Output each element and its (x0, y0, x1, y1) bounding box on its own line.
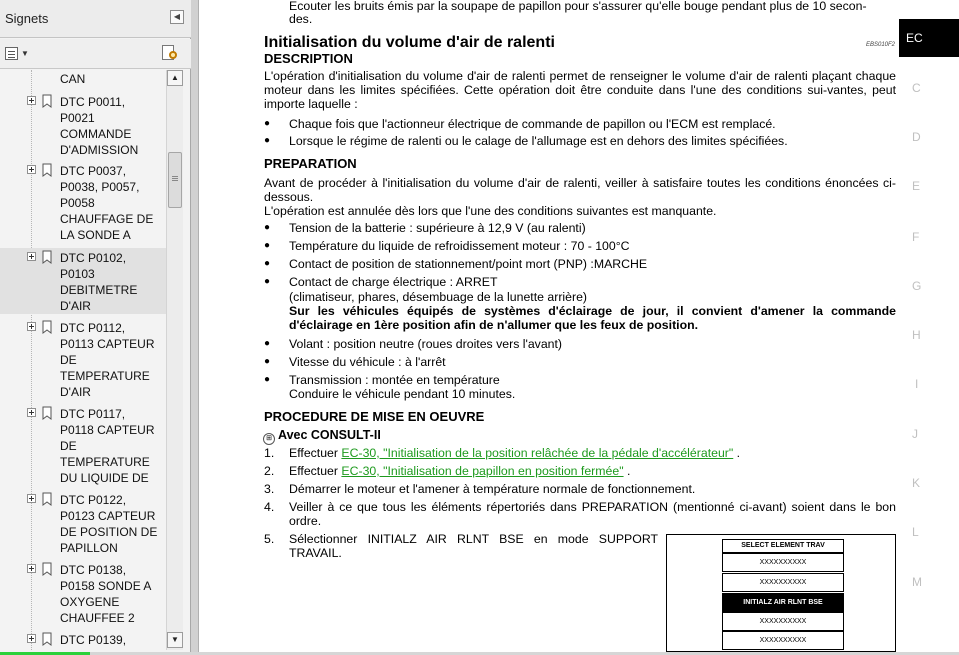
consult-heading: ⊞ Avec CONSULT-II (263, 428, 381, 445)
preparation-bold-note: Sur les véhicules équipés de systèmes d'éclairage de jour, il convient d'amener la commande d'éclairage en 1ère position afin de n'allumer que les feux de position. (289, 304, 896, 332)
description-text: L'opération d'initialisation du volume d'air de ralenti permet de renseigner le volume d'air de ralenti plaçant chaque moteur dans les limites spécifiées. Cette opération doit être conduite dans l'une des conditions sui-vantes, peut importe laquelle : (264, 69, 896, 111)
bullet-icon: ● (264, 374, 271, 385)
bullet-icon: ● (264, 240, 271, 251)
preparation-subtext: (climatiseur, phares, désembuage de la lunette arrière) (289, 290, 588, 304)
tab-h[interactable]: H (912, 328, 921, 342)
preparation-bullet: Vitesse du véhicule : à l'arrêt (289, 355, 446, 369)
procedure-step: Effectuer EC-30, "Initialisation de papillon en position fermée" . (289, 464, 631, 478)
bullet-icon: ● (264, 118, 271, 129)
tab-l[interactable]: L (912, 525, 919, 539)
tab-k[interactable]: K (912, 476, 921, 490)
section-index-tabs (899, 0, 959, 655)
bookmark-icon (42, 406, 52, 420)
bullet-icon: ● (264, 338, 271, 349)
preparation-text: L'opération est annulée dès lors que l'une des conditions suivantes est manquante. (264, 204, 717, 218)
bookmark-icon (42, 320, 52, 334)
step-number: 2. (264, 464, 275, 478)
expand-icon[interactable] (27, 322, 36, 331)
screen-row: XXXXXXXXXX (722, 612, 844, 631)
expand-icon[interactable] (27, 165, 36, 174)
bookmark-icon (42, 94, 52, 108)
bookmark-item[interactable] (0, 161, 166, 245)
screen-title: SELECT ELEMENT TRAV (722, 539, 844, 553)
preparation-bullet: Température du liquide de refroidissement moteur : 70 - 100°C (289, 239, 630, 253)
tab-ec[interactable]: EC (899, 19, 959, 57)
consult-icon: ⊞ (263, 433, 275, 445)
collapse-panel-icon[interactable]: ◀ (170, 10, 184, 24)
bookmark-label: DTC P0037, P0038, P0057, P0058 CHAUFFAGE DE LA SONDE A (60, 164, 154, 242)
scroll-thumb[interactable] (168, 152, 182, 208)
tab-c[interactable]: C (912, 81, 921, 95)
bookmark-label: DTC P0117, P0118 CAPTEUR DE TEMPERATURE DU LIQUIDE DE (60, 407, 155, 485)
bookmark-item[interactable] (0, 92, 166, 158)
step-number: 4. (264, 500, 275, 514)
bullet-icon: ● (264, 222, 271, 233)
bookmark-icon (42, 632, 52, 646)
preparation-subtext: Conduire le véhicule pendant 10 minutes. (289, 387, 516, 401)
bookmarks-toolbar (0, 39, 191, 69)
section-code: EBS010F2 (866, 42, 896, 48)
bookmarks-tree (0, 70, 166, 650)
section-title: Initialisation du volume d'air de ralenti (264, 34, 555, 51)
tab-m[interactable]: M (912, 575, 922, 589)
preparation-bullet: Contact de charge électrique : ARRET (289, 275, 498, 289)
find-bookmark-icon[interactable] (161, 45, 178, 62)
expand-icon[interactable] (27, 408, 36, 417)
preparation-bullet: Contact de position de stationnement/point mort (PNP) :MARCHE (289, 257, 648, 271)
bookmarks-panel (0, 0, 191, 655)
bookmarks-title: Signets (5, 11, 49, 26)
consult-screen-figure (666, 534, 896, 652)
screen-row: XXXXXXXXXX (722, 573, 844, 592)
bullet-icon: ● (264, 135, 271, 146)
preparation-heading: PREPARATION (264, 156, 357, 171)
expand-icon[interactable] (27, 252, 36, 261)
procedure-heading: PROCEDURE DE MISE EN OEUVRE (264, 409, 485, 424)
bookmarks-header (0, 0, 191, 38)
procedure-step: Démarrer le moteur et l'amener à température normale de fonctionnement. (289, 482, 696, 496)
bookmark-item-selected[interactable] (0, 248, 166, 314)
bookmark-label: DTC P0011, P0021 COMMANDE D'ADMISSION (60, 95, 139, 157)
bookmark-label: DTC P0102, P0103 DEBITMETRE D'AIR (60, 251, 138, 313)
screen-row: XXXXXXXXXX (722, 631, 844, 650)
bullet-icon: ● (264, 276, 271, 287)
bookmark-icon (42, 492, 52, 506)
preparation-bullet: Tension de la batterie : supérieure à 12,9 V (au ralenti) (289, 221, 586, 235)
bookmark-item[interactable] (0, 490, 166, 556)
bookmark-icon (42, 562, 52, 576)
expand-icon[interactable] (27, 564, 36, 573)
options-menu-icon[interactable]: ▼ (5, 47, 29, 61)
preparation-bullet: Transmission : montée en température (289, 373, 500, 387)
procedure-step: Veiller à ce que tous les éléments répertoriés dans PREPARATION (mentionné ci-avant) soient dans le bon ordre. (289, 500, 896, 528)
doc-text-line: des. (289, 12, 313, 26)
bookmark-item[interactable] (0, 318, 166, 402)
bookmark-item[interactable] (0, 630, 166, 650)
step-number: 3. (264, 482, 275, 496)
bookmark-label: DTC P0112, P0113 CAPTEUR DE TEMPERATURE D'AIR (60, 321, 155, 399)
bullet-icon: ● (264, 356, 271, 367)
preparation-bullet: Volant : position neutre (roues droites vers l'avant) (289, 337, 563, 351)
document-page (200, 0, 899, 652)
procedure-step: Effectuer EC-30, "Initialisation de la position relâchée de la pédale d'accélérateur" . (289, 446, 741, 460)
bookmark-item[interactable] (0, 70, 166, 88)
bookmark-label: DTC P0139, (60, 633, 127, 647)
bookmark-label: DTC P0122, P0123 CAPTEUR DE POSITION DE PAPILLON (60, 493, 158, 555)
bookmark-label: DTC P0138, P0158 SONDE A OXYGENE CHAUFFEE 2 (60, 563, 152, 625)
doc-link[interactable]: EC-30, "Initialisation de la position relâchée de la pédale d'accélérateur" (341, 446, 734, 460)
description-bullet: Chaque fois que l'actionneur électrique de commande de papillon ou l'ECM est remplacé. (289, 117, 776, 131)
tab-f[interactable]: F (912, 230, 920, 244)
bookmark-icon (42, 163, 52, 177)
bookmark-item[interactable] (0, 404, 166, 488)
bullet-icon: ● (264, 258, 271, 269)
panel-splitter[interactable] (191, 0, 199, 655)
description-bullet: Lorsque le régime de ralenti ou le calage de l'allumage est en dehors des limites spécifiées. (289, 134, 788, 148)
expand-icon[interactable] (27, 494, 36, 503)
tab-e[interactable]: E (912, 179, 921, 193)
preparation-text: Avant de procéder à l'initialisation du volume d'air de ralenti, veiller à satisfaire toutes les conditions énoncées ci-dessous. (264, 176, 896, 204)
expand-icon[interactable] (27, 96, 36, 105)
bookmark-icon (42, 250, 52, 264)
description-heading: DESCRIPTION (264, 51, 353, 66)
procedure-step: Sélectionner INITIALZ AIR RLNT BSE en mode SUPPORT TRAVAIL. (289, 532, 658, 560)
bookmarks-scrollbar[interactable] (166, 70, 183, 650)
tab-d[interactable]: D (912, 130, 921, 144)
step-number: 5. (264, 532, 275, 546)
tab-j[interactable]: J (912, 427, 918, 441)
tab-i[interactable]: I (915, 377, 919, 391)
scroll-up-icon[interactable]: ▲ (167, 70, 183, 86)
screen-row-selected: INITIALZ AIR RLNT BSE (722, 593, 844, 612)
scroll-down-icon[interactable]: ▼ (167, 632, 183, 648)
bookmark-item[interactable] (0, 560, 166, 626)
doc-link[interactable]: EC-30, "Initialisation de papillon en position fermée" (341, 464, 624, 478)
bookmark-label: CAN (60, 72, 86, 86)
step-number: 1. (264, 446, 275, 460)
doc-text-line: Ecouter les bruits émis par la soupape de papillon pour s'assurer qu'elle bouge pendant plus de 10 secon- (289, 0, 867, 13)
screen-row: XXXXXXXXXX (722, 553, 844, 572)
tab-g[interactable]: G (912, 279, 922, 293)
expand-icon[interactable] (27, 634, 36, 643)
